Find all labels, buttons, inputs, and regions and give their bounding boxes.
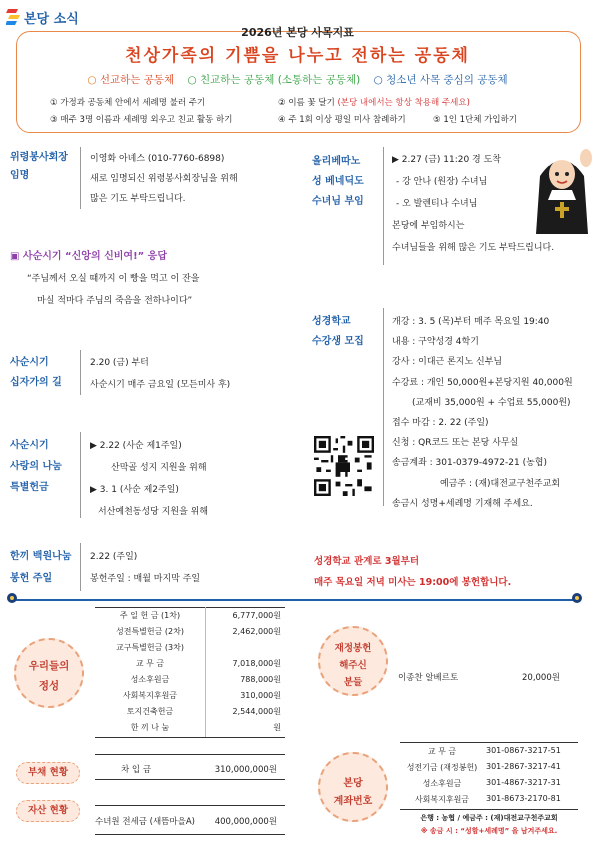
lent-offering-label-2: 사랑의 나눔 (10, 461, 62, 472)
donor-name: 이종찬 알베르토 (398, 673, 459, 683)
debt-badge (16, 762, 80, 784)
bible-school-label (312, 312, 364, 352)
bible-line-6: 접수 마감 : 2. 22 (주일) (392, 418, 489, 429)
bible-line-3: 강사 : 이대근 론지노 신부님 (392, 357, 503, 368)
accounts-bank-line: 은행 : 농협 / 예금주 : (재)대전교구천주교회 (420, 814, 558, 822)
qr-code[interactable] (314, 436, 374, 496)
rice-sharing-label (10, 546, 71, 590)
lent-offering-label-3: 특별헌금 (10, 482, 49, 493)
action-2: ② 이름 꽃 달기 (278, 98, 338, 108)
assets-label: 자산 현황 (27, 805, 68, 816)
stations-line-2: 사순시기 매주 금요일 (모든미사 후) (90, 380, 231, 390)
sisters-text (392, 149, 554, 259)
goal-1: 선교하는 공동체 (99, 74, 175, 86)
bible-school-text (392, 312, 573, 514)
lent-offering-label-1: 사순시기 (10, 440, 49, 451)
debt-amount: 310,000,000원 (214, 765, 277, 775)
assets-row (95, 805, 285, 835)
sisters-label-1: 올리베따노 (312, 156, 361, 167)
rice-sharing-text (90, 546, 200, 590)
goal-3: 청소년 사목 중심의 공동체 (386, 74, 508, 86)
sisters-label-3: 수녀님 부임 (312, 196, 364, 207)
action-3: ③ 매주 3명 이름과 세례명 외우고 친교 활동 하기 (50, 115, 233, 125)
header-title: 본당 소식 (24, 12, 79, 27)
bible-line-8: 송금계좌 : 301-0379-4972-21 (농협) (392, 458, 547, 469)
donor-amount: 20,000원 (522, 673, 560, 683)
rice-sharing-line-1: 2.22 (주일) (90, 552, 138, 562)
action-2-note: (본당 내에서는 항상 착용해 주세요) (337, 98, 470, 108)
lent-offering-label (10, 435, 62, 498)
rice-sharing-label-2: 봉헌 주일 (10, 573, 53, 584)
lent-offering-line-3: ▶ 3. 1 (사순 제2주일) (90, 485, 179, 495)
lent-offering-line-1: ▶ 2.22 (사순 제1주일) (90, 441, 182, 451)
donation-label-1: 재정봉헌 (334, 643, 372, 654)
pin-right-icon (571, 592, 583, 608)
bible-line-10: 송금시 성명+세례명 기재해 주세요. (392, 498, 533, 509)
motto-slogan: 천상가족의 기쁨을 나누고 전하는 공동체 (125, 46, 470, 66)
pin-left-icon (6, 592, 18, 608)
stations-text (90, 352, 230, 396)
accounts-label-1: 본당 (343, 778, 363, 789)
donation-label-3: 분들 (343, 677, 363, 688)
lent-answer-line-2: 마실 적마다 주님의 죽음을 전하나이다” (37, 296, 193, 306)
debt-name: 차 입 금 (121, 765, 152, 775)
sisters-label-2: 성 베네딕도 (312, 176, 364, 187)
finance-badge (14, 638, 84, 708)
assets-badge (16, 800, 80, 822)
sisters-line-3: - 오 발렌티나 수녀님 (396, 199, 478, 209)
assets-name: 수녀원 전세금 (새뜸마을A) (95, 817, 195, 827)
bible-line-2: 내용 : 구약성경 4학기 (392, 337, 479, 348)
lent-offering-line-2: 산막골 성지 지원을 위해 (111, 463, 207, 473)
goal-2: 친교하는 공동체 (소통하는 공동체) (200, 74, 361, 86)
sisters-line-5: 수녀님들을 위해 많은 기도 부탁드립니다. (392, 243, 555, 253)
debt-label: 부채 현황 (27, 767, 68, 778)
appointment-label-1: 위령봉사회장 (10, 152, 68, 163)
stations-line-1: 2.20 (금) 부터 (90, 358, 149, 368)
accounts-note: ※ 송금 시 : “성함+세례명” 을 남겨주세요. (420, 827, 558, 835)
lent-answer-line-1: “주님께서 오실 때까지 이 빵을 먹고 이 잔을 (27, 274, 200, 284)
lent-offering-line-4: 서산예천동성당 지원을 위해 (98, 507, 209, 517)
finance-label-2: 정성 (38, 680, 60, 692)
sisters-line-2: - 강 안나 (원장) 수녀님 (396, 177, 488, 187)
action-5: ⑤ 1인 1단체 가입하기 (433, 115, 518, 125)
notice-line-2: 매주 목요일 저녁 미사는 19:00에 봉헌합니다. (314, 577, 512, 588)
nun-illustration (532, 136, 592, 236)
action-4: ④ 주 1회 이상 평일 미사 참례하기 (278, 115, 406, 125)
finance-table: 주 일 헌 금 (1차) 6,777,000원 성전특별헌금 (2차) 2,462,000원 교구특별헌금 (3차) 교 무 금 7,018,000원 성소후원금 788,000원 사회복지후원금 310,000원 토지건축헌금 2,544,000원 한 끼 나 눔 원 (95, 607, 285, 737)
lent-answer-title: ▣ 사순시기 “신앙의 신비여!” 응답 (10, 251, 167, 262)
accounts-table: 교 무 금 301-0867-3217-51 성전기금 (재정봉헌) 301-2867-3217-41 성소후원금 301-4867-3217-31 사회복지후원금 301-8673-2170-81 (400, 742, 578, 818)
lent-offering-text (90, 435, 208, 523)
appointment-line-2: 새로 임명되신 위령봉사회장님을 위해 (90, 174, 238, 184)
bible-school-label-1: 성경학교 (312, 316, 351, 327)
donation-label-2: 해주신 (339, 660, 367, 671)
appointment-label-2: 임명 (10, 170, 30, 181)
donation-row (398, 671, 578, 683)
bible-line-5: (교재비 35,000원 + 수업료 55,000원) (412, 397, 571, 408)
motto-actions-row1 (50, 96, 570, 108)
notice-line-1: 성경학교 관계로 3월부터 (314, 556, 419, 567)
rice-sharing-line-2: 봉헌주일 : 매월 마지막 주일 (90, 574, 201, 584)
donation-badge (318, 626, 388, 696)
action-1: ① 가정과 공동체 안에서 세례명 불러 주기 (50, 98, 206, 108)
assets-amount: 400,000,000원 (214, 817, 277, 827)
sisters-line-1: ▶ 2.27 (금) 11:20 경 도착 (392, 155, 501, 165)
appointment-label (10, 149, 68, 185)
stations-label-2: 십자가의 길 (10, 377, 62, 388)
finance-label-1: 우리들의 (28, 660, 70, 672)
sisters-line-4: 본당에 부임하시는 (392, 221, 465, 231)
motto-actions-row2 (50, 113, 580, 125)
sisters-label (312, 152, 364, 212)
logo-icon (6, 7, 22, 25)
appointment-line-3: 많은 기도 부탁드립니다. (90, 194, 186, 204)
bible-line-1: 개강 : 3. 5 (목)부터 매주 목요일 19:40 (392, 317, 550, 327)
bible-line-4: 수강료 : 개인 50,000원+본당지원 40,000원 (392, 377, 573, 388)
stations-label-1: 사순시기 (10, 357, 49, 368)
section-divider (12, 599, 578, 601)
debt-row (95, 754, 285, 780)
notice (314, 551, 511, 593)
motto-subtitle: 2026년 본당 사목지표 (241, 26, 354, 39)
motto-goals: ○ 선교하는 공동체 ○ 친교하는 공동체 (소통하는 공동체) ○ 청소년 사목 중심의 공동체 (87, 74, 508, 86)
accounts-badge (318, 752, 388, 822)
bible-line-9: 예금주 : (재)대전교구천주교회 (440, 478, 561, 489)
appointment-line-1: 이영화 아녜스 (010-7760-6898) (90, 154, 225, 164)
accounts-label-2: 계좌번호 (333, 796, 373, 807)
rice-sharing-label-1: 한끼 백원나눔 (10, 551, 72, 562)
stations-label (10, 353, 62, 393)
bible-line-7: 신청 : QR코드 또는 본당 사무실 (392, 438, 519, 449)
appointment-text (90, 149, 238, 209)
bible-school-label-2: 수강생 모집 (312, 336, 364, 347)
